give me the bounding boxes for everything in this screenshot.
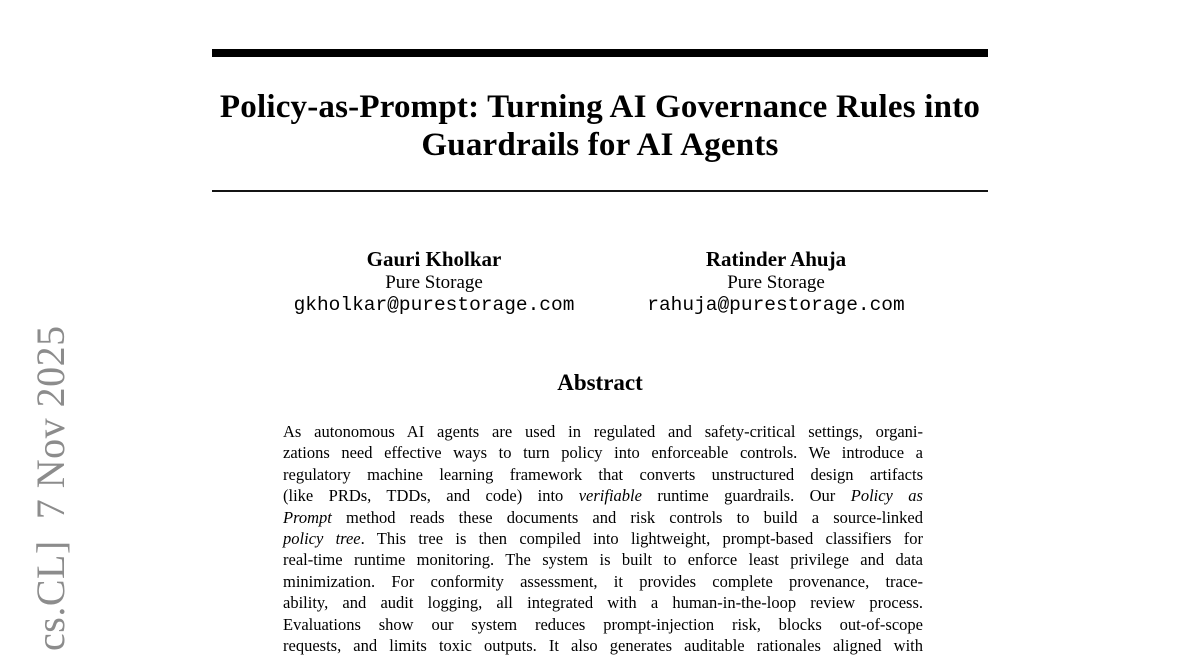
author-affiliation: Pure Storage (385, 272, 483, 293)
title-rule-bottom (212, 190, 988, 192)
author-affiliation: Pure Storage (727, 272, 825, 293)
abstract-line: zations need effective ways to turn policy into enforceable controls. We introduce a (283, 443, 923, 463)
paper-title-line2: Guardrails for AI Agents (421, 127, 779, 163)
abstract-heading: Abstract (557, 370, 643, 395)
author-name: Gauri Kholkar (366, 247, 502, 271)
abstract-line: policy tree. This tree is then compiled into lightweight, prompt-based classifiers for (283, 529, 923, 549)
author-email: gkholkar@purestorage.com (293, 294, 575, 316)
abstract-line: (like PRDs, TDDs, and code) into verifiable runtime guardrails. Our Policy as (283, 486, 923, 506)
abstract-line: As autonomous AI agents are used in regulated and safety-critical settings, organi- (283, 422, 923, 441)
paper-title (212, 88, 988, 164)
abstract-line: Evaluations show our system reduces prompt-injection risk, blocks out-of-scope (283, 614, 923, 634)
abstract-body (283, 421, 923, 656)
abstract-line: real-time runtime monitoring. The system is built to enforce least privilege and data (283, 550, 923, 570)
paper-title-line1: Policy-as-Prompt: Turning AI Governance Rules into (219, 89, 981, 125)
arxiv-watermark: cs.CL] 7 Nov 2025 (28, 325, 73, 651)
author-name: Ratinder Ahuja (705, 247, 847, 271)
author-email: rahuja@purestorage.com (647, 294, 905, 316)
abstract-line: ability, and audit logging, all integrated with a human-in-the-loop review process. (283, 593, 923, 613)
author-block-1 (254, 247, 614, 317)
abstract-line: Prompt method reads these documents and risk controls to build a source-linked (283, 507, 923, 527)
title-rule-top (212, 49, 988, 57)
author-block-2 (596, 247, 956, 317)
abstract-line: requests, and limits toxic outputs. It also generates auditable rationales aligned with (283, 636, 923, 656)
abstract-line: minimization. For conformity assessment, it provides complete provenance, trace- (283, 571, 923, 591)
abstract-line: regulatory machine learning framework that converts unstructured design artifacts (283, 464, 923, 484)
